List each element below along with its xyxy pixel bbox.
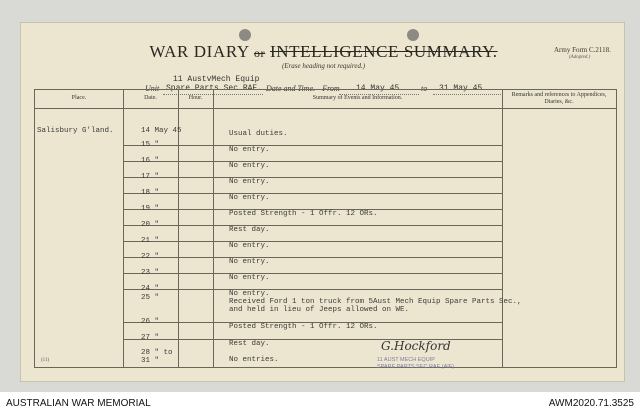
col-header-place: Place. <box>71 95 87 101</box>
unit-value: Spare Parts Sec RAE. <box>166 84 263 93</box>
date-time-label: Date and Time.—From <box>266 84 340 93</box>
row-date: 27 " <box>141 334 160 342</box>
row-date: 15 " <box>141 141 160 149</box>
row-entry: No entry. <box>229 242 270 250</box>
date-to-label: to <box>421 84 428 93</box>
erase-note: (Erase heading not required.) <box>281 62 366 70</box>
form-number: (11) <box>41 358 50 363</box>
punch-hole <box>407 29 419 41</box>
row-date: 20 " <box>141 221 160 229</box>
row-entry: Posted Strength - 1 Offr. 12 ORs. <box>229 323 378 331</box>
title-main: WAR DIARY <box>149 42 250 61</box>
row-entry-continued: and held in lieu of Jeeps allowed on WE. <box>229 306 410 314</box>
row-entry: No entry. <box>229 194 270 202</box>
archive-footer <box>0 392 640 411</box>
footer-institution: AUSTRALIAN WAR MEMORIAL <box>6 398 151 409</box>
row-date: 25 " <box>141 294 160 302</box>
stamp-line-1: 11 AUST MECH EQUIP <box>377 357 435 363</box>
row-divider <box>123 177 502 178</box>
row-date: 31 " <box>141 357 160 365</box>
unit-label: Unit <box>145 84 160 93</box>
row-entry: Received Ford 1 ton truck from 5Aust Mech Equip Spare Parts Sec., <box>229 298 522 306</box>
row-divider <box>123 257 502 258</box>
row-divider <box>123 145 502 146</box>
row-date: 17 " <box>141 173 160 181</box>
column-divider <box>213 90 214 367</box>
punch-hole <box>239 29 251 41</box>
row-entry: Rest day. <box>229 340 270 348</box>
form-title <box>21 42 626 62</box>
title-struck: INTELLIGENCE SUMMARY. <box>270 42 498 61</box>
row-date: 28 " to <box>141 349 173 357</box>
unit-stamp <box>377 357 454 371</box>
title-or: or <box>253 46 266 60</box>
col-header-remarks: Remarks and references to Appendices, Diaries, &c. <box>511 92 607 105</box>
col-header-hour: Hour. <box>188 95 203 101</box>
row-divider <box>123 289 502 290</box>
row-date: 22 " <box>141 253 160 261</box>
row-divider <box>123 193 502 194</box>
col-header-date: Date. <box>144 95 157 101</box>
row-date: 19 " <box>141 205 160 213</box>
row-date: 18 " <box>141 189 160 197</box>
signature: G.Hockford <box>381 339 451 353</box>
row-place: Salisbury G'land. <box>37 127 114 135</box>
col-header-summary: Summary of Events and Information. <box>312 95 403 101</box>
row-entry: No entry. <box>229 258 270 266</box>
row-entry: No entry. <box>229 162 270 170</box>
row-date: 21 " <box>141 237 160 245</box>
army-form-number: Army Form C.2118. <box>554 46 611 54</box>
war-diary-sheet <box>20 22 625 382</box>
stamp-line-2: SPARE PARTS SEC RAE (AIF) <box>377 364 455 370</box>
row-date: 26 " <box>141 318 160 326</box>
row-date: 16 " <box>141 157 160 165</box>
row-divider <box>123 225 502 226</box>
row-date: 24 " <box>141 285 160 293</box>
unit-name-line: 11 AustvMech Equip <box>173 75 260 84</box>
date-to: 31 May 45 <box>439 84 483 93</box>
row-date: 14 May 45 <box>141 127 182 135</box>
row-entry: Posted Strength - 1 Offr. 12 ORs. <box>229 210 378 218</box>
row-divider <box>123 241 502 242</box>
row-entry: No entry. <box>229 178 270 186</box>
row-date: 23 " <box>141 269 160 277</box>
diary-table <box>34 89 617 368</box>
footer-reference: AWM2020.71.3525 <box>548 398 634 409</box>
row-entry: No entry. <box>229 146 270 154</box>
row-divider <box>123 161 502 162</box>
row-entry: No entry. <box>229 274 270 282</box>
date-from: 14 May 45 <box>356 84 400 93</box>
row-entry: Usual duties. <box>229 130 288 138</box>
column-divider <box>123 90 124 367</box>
row-entry: No entry. <box>229 290 270 298</box>
row-entry: No entries. <box>229 356 279 364</box>
row-entry: Rest day. <box>229 226 270 234</box>
row-divider <box>123 273 502 274</box>
adopted-note: (Adopted.) <box>569 55 591 60</box>
column-divider <box>502 90 503 367</box>
header-divider <box>35 108 616 109</box>
